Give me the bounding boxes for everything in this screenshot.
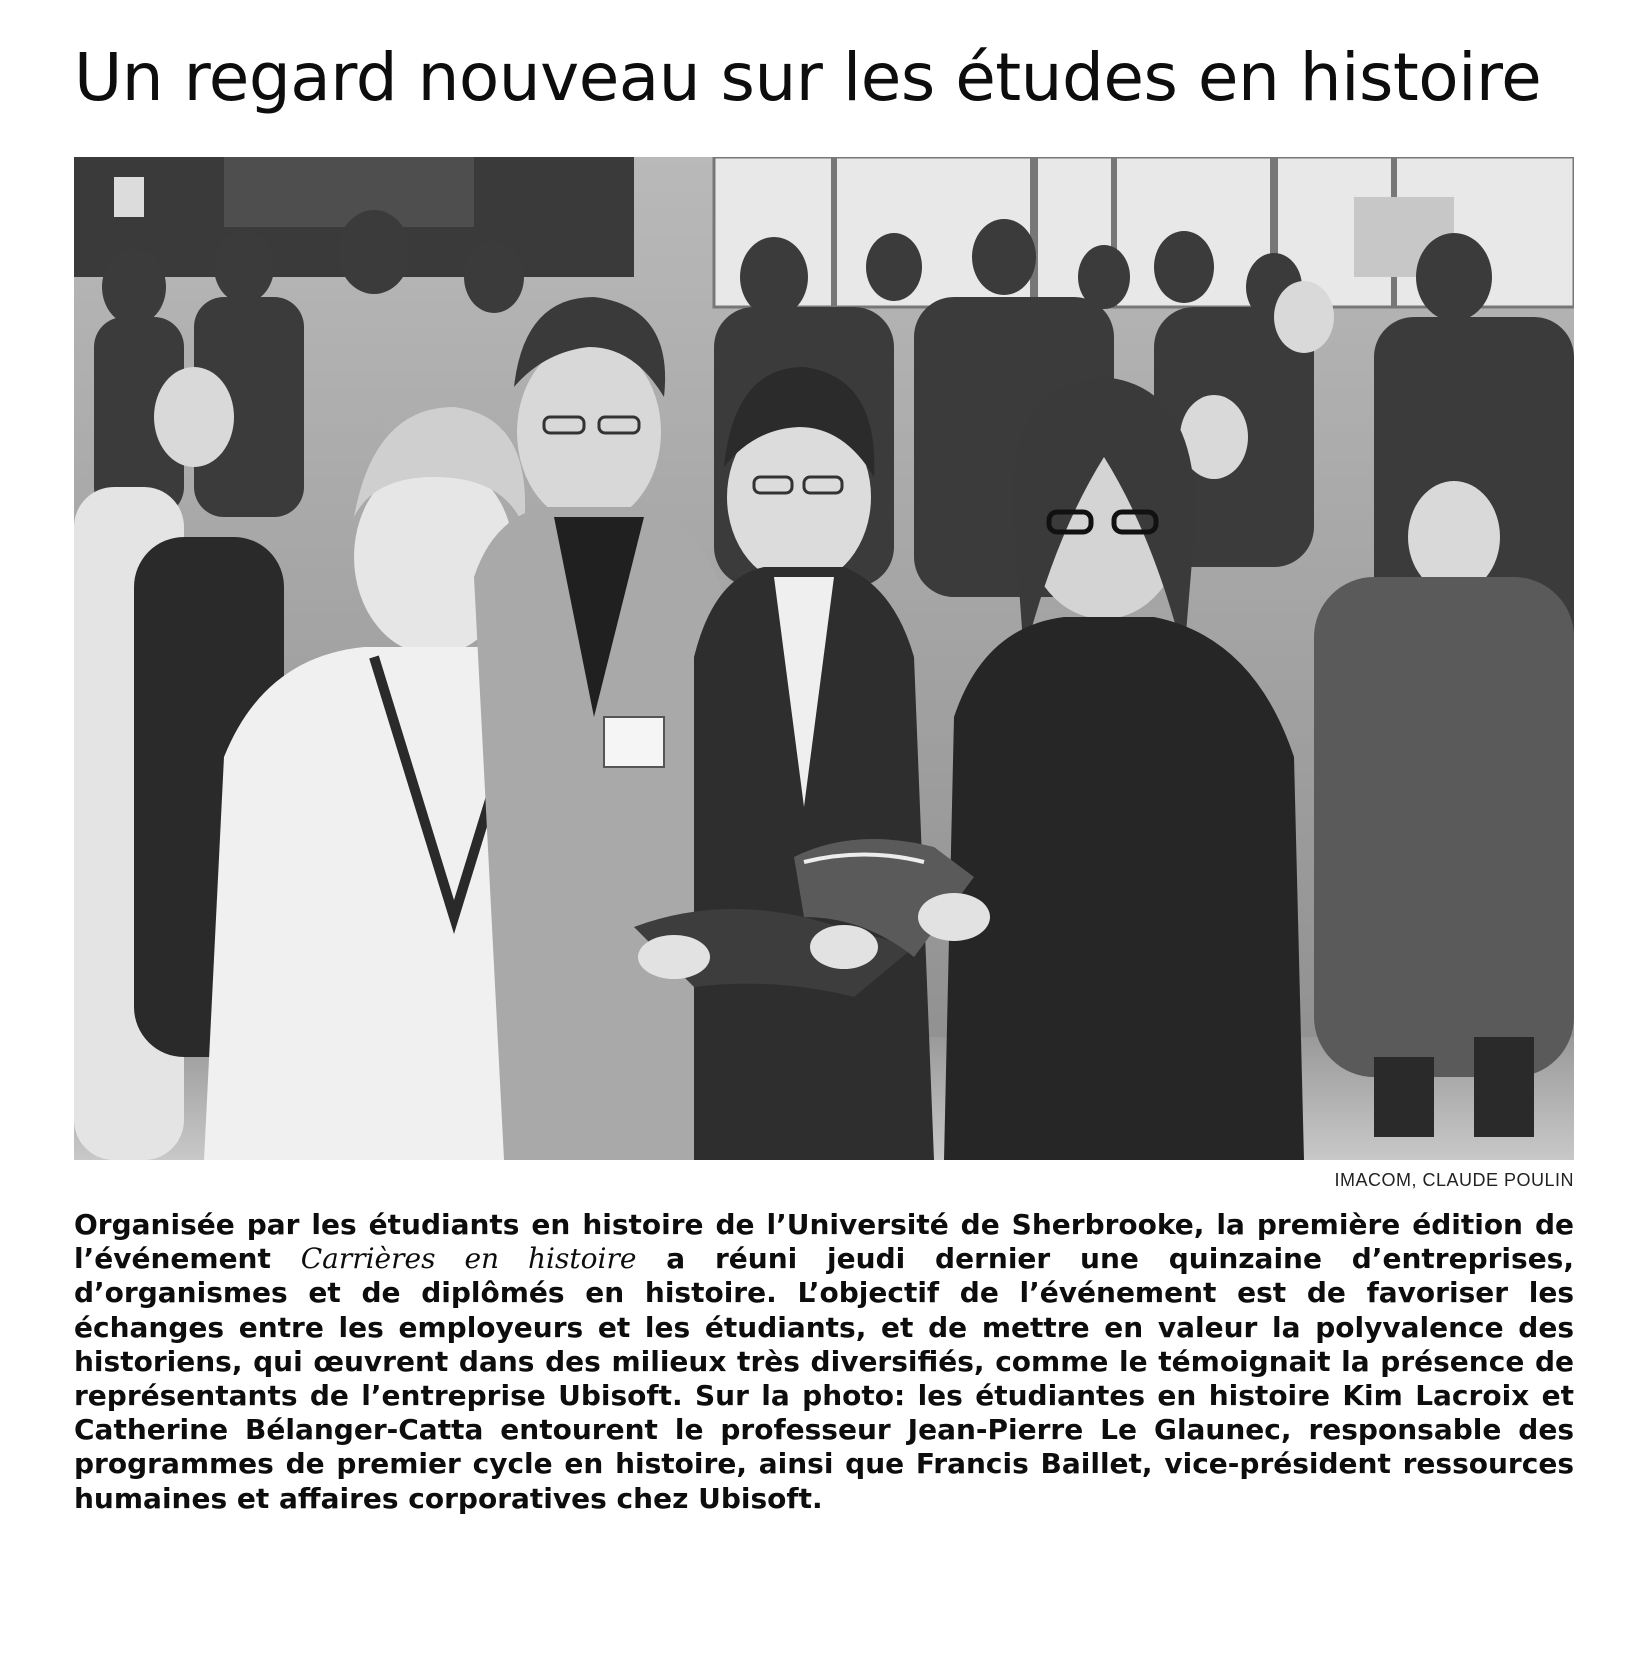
photo-caption	[74, 1208, 1574, 1516]
event-photo-illustration	[74, 157, 1574, 1160]
caption-text-start: Organisée par les étudiants en histoire de l’Université de Sherbrooke, la première édition de l’événement	[74, 1208, 1574, 1276]
headline: Un regard nouveau sur les études en histoire	[74, 39, 1542, 116]
photo-credit: IMACOM, CLAUDE POULIN	[1334, 1170, 1574, 1190]
event-name: Carrières en histoire	[300, 1242, 637, 1276]
caption-text-end: a réuni jeudi dernier une quinzaine d’entreprises, d’organismes et de diplômés en histoire. L’objectif de l’événement est de favoriser les échanges entre les employeurs et les étudiants, et de mettre en valeur la polyvalence des historiens, qui œuvrent dans des milieux très diversifiés, comme le témoignait la présence de représentants de l’entreprise Ubisoft. Sur la photo: les étudiantes en histoire Kim Lacroix et Catherine Bélanger-Catta entourent le professeur Jean-Pierre Le Glaunec, responsable des programmes de premier cycle en histoire, ainsi que Francis Baillet, vice-président ressources humaines et affaires corporatives chez Ubisoft.	[74, 1242, 1574, 1515]
event-photo	[74, 157, 1574, 1160]
